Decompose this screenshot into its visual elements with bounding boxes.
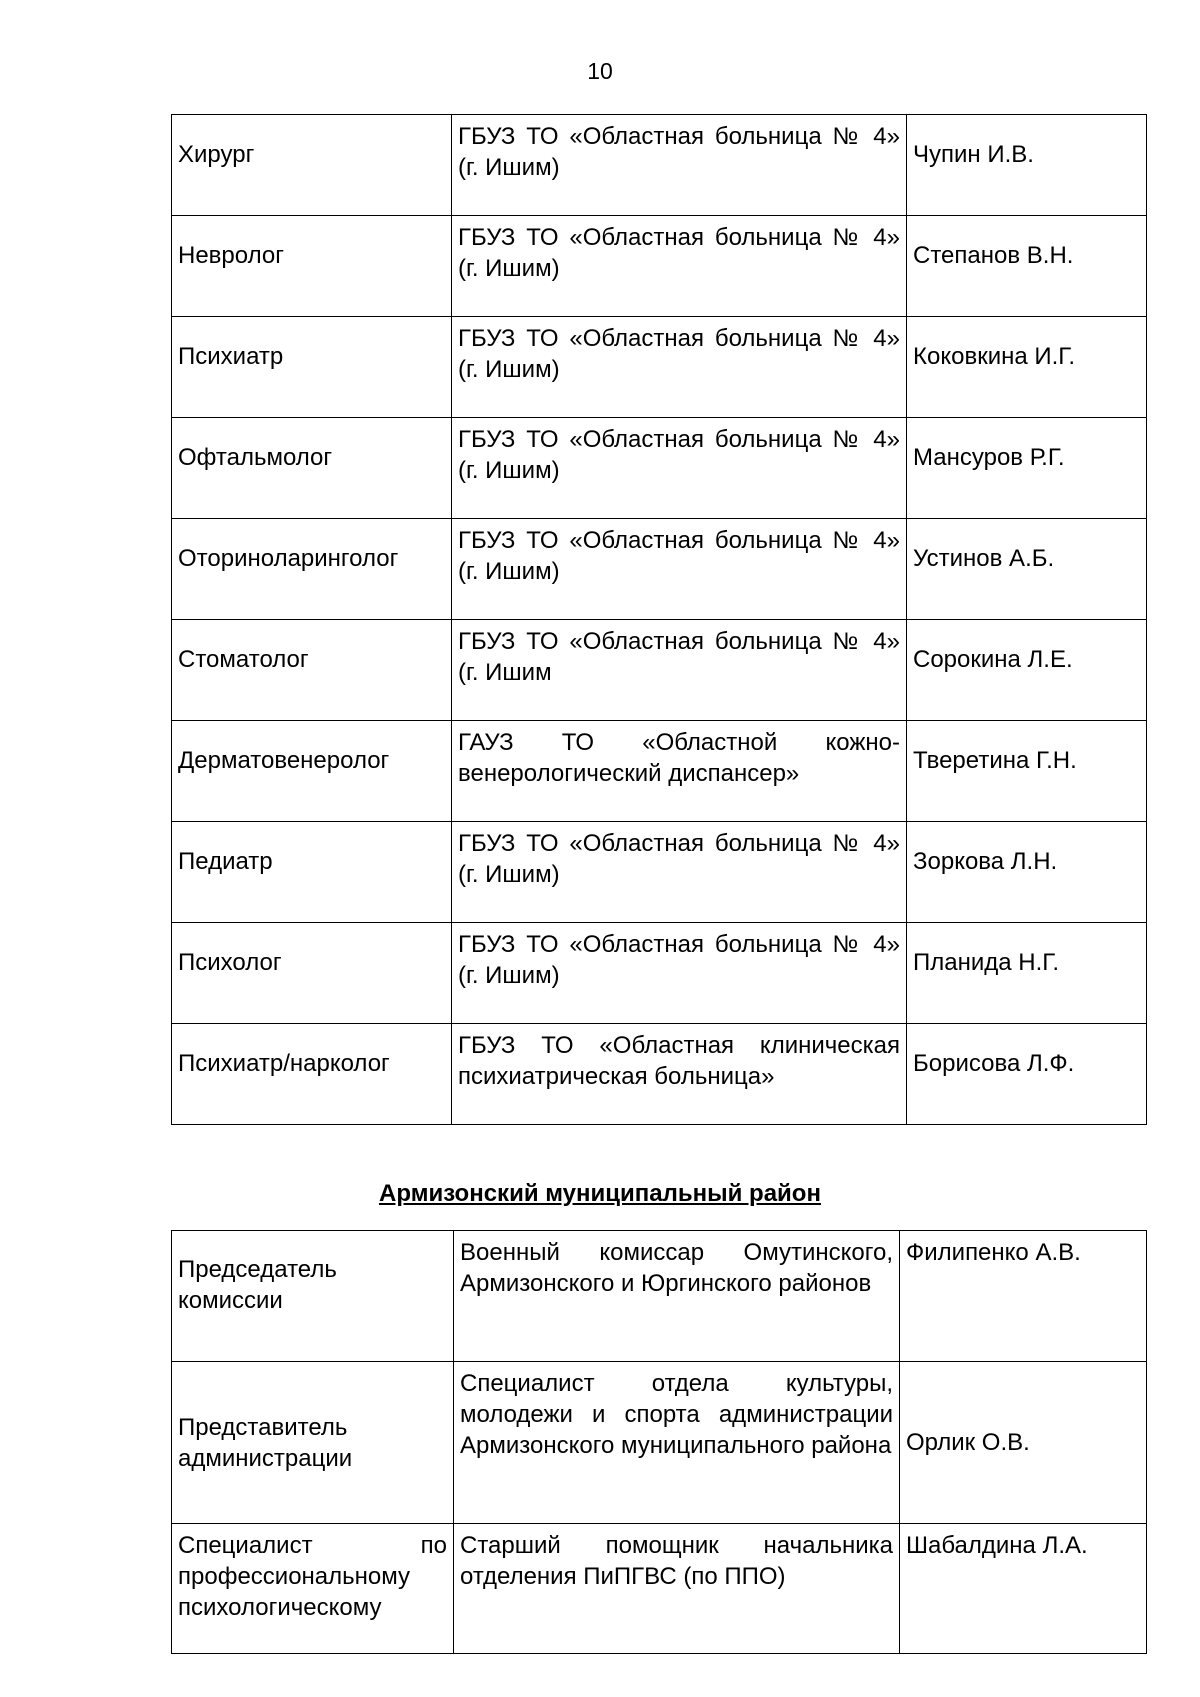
role-cell: Психиатр	[172, 317, 452, 418]
table-row	[172, 418, 1147, 519]
name-cell: Борисова Л.Ф.	[907, 1024, 1147, 1125]
role-cell: Хирург	[172, 115, 452, 216]
table-row	[172, 317, 1147, 418]
org-cell: ГБУЗ ТО «Областная больница № 4» (г. Ишим)	[452, 923, 907, 1024]
name-cell: Зоркова Л.Н.	[907, 822, 1147, 923]
table-row	[172, 1524, 1147, 1654]
commission-table	[171, 1230, 1147, 1654]
table-row	[172, 216, 1147, 317]
role-cell: Председатель комиссии	[172, 1231, 454, 1362]
table-row	[172, 115, 1147, 216]
org-cell: ГБУЗ ТО «Областная больница № 4» (г. Ишим)	[452, 519, 907, 620]
org-cell: ГБУЗ ТО «Областная больница № 4» (г. Ишим)	[452, 317, 907, 418]
table-row	[172, 519, 1147, 620]
name-cell: Коковкина И.Г.	[907, 317, 1147, 418]
name-cell: Мансуров Р.Г.	[907, 418, 1147, 519]
table-row	[172, 1231, 1147, 1362]
table-row	[172, 1024, 1147, 1125]
name-cell: Орлик О.В.	[900, 1362, 1147, 1524]
role-cell: Представитель администрации	[172, 1362, 454, 1524]
table-row	[172, 923, 1147, 1024]
table-row	[172, 620, 1147, 721]
table-row	[172, 721, 1147, 822]
role-cell: Офтальмолог	[172, 418, 452, 519]
name-cell: Филипенко А.В.	[900, 1231, 1147, 1362]
org-cell: ГБУЗ ТО «Областная клиническая психиатрическая больница»	[452, 1024, 907, 1125]
role-cell: Дерматовенеролог	[172, 721, 452, 822]
role-cell: Педиатр	[172, 822, 452, 923]
name-cell: Чупин И.В.	[907, 115, 1147, 216]
org-cell: Старший помощник начальника отделения ПиПГВС (по ППО)	[454, 1524, 900, 1654]
name-cell: Устинов А.Б.	[907, 519, 1147, 620]
role-cell: Специалист по профессиональному психологическому	[172, 1524, 454, 1654]
name-cell: Планида Н.Г.	[907, 923, 1147, 1024]
role-cell: Психолог	[172, 923, 452, 1024]
org-cell: ГБУЗ ТО «Областная больница № 4» (г. Ишим)	[452, 822, 907, 923]
org-cell: ГБУЗ ТО «Областная больница № 4» (г. Ишим	[452, 620, 907, 721]
role-cell: Оториноларинголог	[172, 519, 452, 620]
name-cell: Степанов В.Н.	[907, 216, 1147, 317]
org-cell: Специалист отдела культуры, молодежи и спорта администрации Армизонского муниципального района	[454, 1362, 900, 1524]
org-cell: ГБУЗ ТО «Областная больница № 4» (г. Ишим)	[452, 418, 907, 519]
role-cell: Психиатр/нарколог	[172, 1024, 452, 1125]
specialists-table	[171, 114, 1147, 1125]
org-cell: ГБУЗ ТО «Областная больница № 4» (г. Ишим)	[452, 216, 907, 317]
role-cell: Стоматолог	[172, 620, 452, 721]
page-number: 10	[587, 58, 613, 84]
table-row	[172, 822, 1147, 923]
name-cell: Шабалдина Л.А.	[900, 1524, 1147, 1654]
section-title: Армизонский муниципальный район	[379, 1180, 821, 1207]
org-cell: ГБУЗ ТО «Областная больница № 4» (г. Ишим)	[452, 115, 907, 216]
name-cell: Сорокина Л.Е.	[907, 620, 1147, 721]
name-cell: Тверетина Г.Н.	[907, 721, 1147, 822]
role-cell: Невролог	[172, 216, 452, 317]
table-row	[172, 1362, 1147, 1524]
org-cell: Военный комиссар Омутинского, Армизонского и Юргинского районов	[454, 1231, 900, 1362]
org-cell: ГАУЗ ТО «Областной кожно-венерологический диспансер»	[452, 721, 907, 822]
